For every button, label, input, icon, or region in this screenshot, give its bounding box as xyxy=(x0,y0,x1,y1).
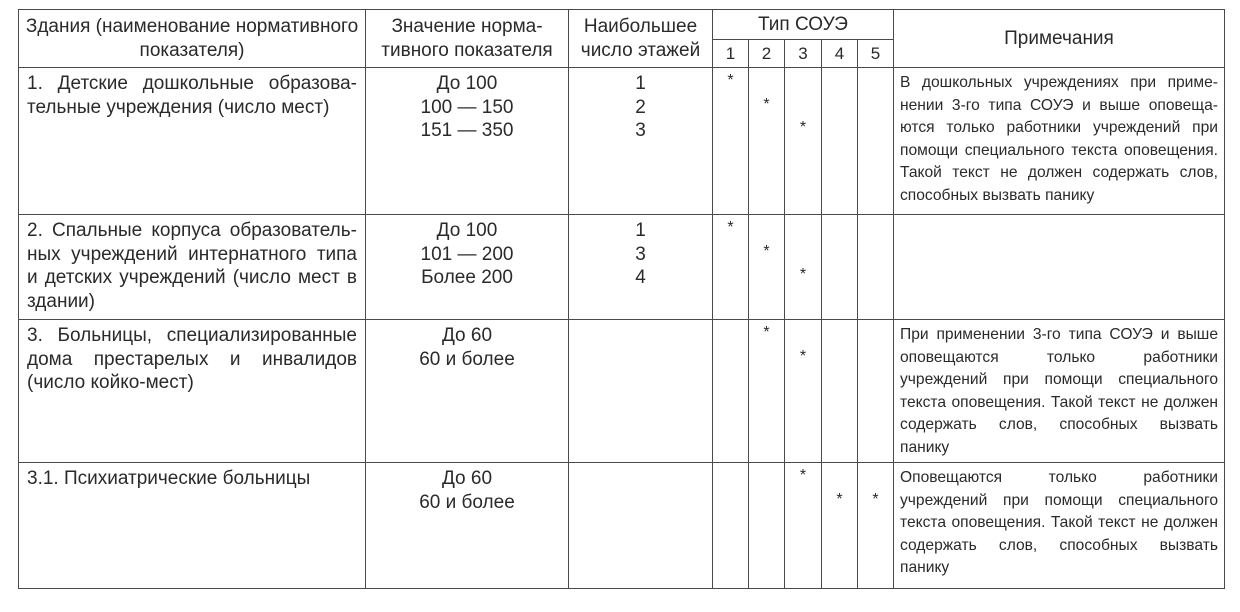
building-name-cell: 2. Спальные корпуса образовательных учреждений интернатного типа и детских учреждений (число мест в здании) xyxy=(19,215,366,320)
note-cell xyxy=(894,215,1225,320)
floors-cell xyxy=(569,463,713,589)
header-soue-col-3: 3 xyxy=(785,40,822,68)
floors-line: 3 xyxy=(635,243,646,265)
soue-type-2-cell xyxy=(749,463,785,589)
table-row xyxy=(19,215,1225,320)
asterisk-mark: * xyxy=(872,490,879,508)
building-name-cell: 3. Больницы, специализированные дома престарелых и инвалидов (число койко-мест) xyxy=(19,320,366,463)
floors-line: 3 xyxy=(635,120,646,141)
value-cell xyxy=(366,463,569,589)
header-soue-col-1: 1 xyxy=(713,40,749,68)
soue-type-4-cell xyxy=(822,463,858,589)
soue-type-5-cell xyxy=(858,320,894,463)
note-cell: Оповещаются только работники учреждений при помощи специального текста оповещения. Такой текст не должен содержать слов, способных вызвать панику xyxy=(894,463,1225,589)
asterisk-mark: * xyxy=(799,467,807,484)
header-soue-col-5: 5 xyxy=(858,40,894,68)
value-line: До 100 xyxy=(436,73,498,94)
value-line: 60 и более xyxy=(419,348,515,370)
header-notes: Примечания xyxy=(894,10,1225,68)
floors-cell xyxy=(569,320,713,463)
value-line: 100 — 150 xyxy=(420,96,514,118)
soue-type-1-cell xyxy=(713,68,749,215)
building-name-cell: 3.1. Психиатрические больницы xyxy=(19,463,366,589)
value-line: 101 — 200 xyxy=(420,243,514,265)
soue-type-1-cell xyxy=(713,320,749,463)
table-row xyxy=(19,320,1225,463)
asterisk-mark: * xyxy=(763,324,770,341)
floors-cell xyxy=(569,68,713,215)
header-soue-type: Тип СОУЭ xyxy=(713,10,894,40)
floors-cell xyxy=(569,215,713,320)
soue-type-3-cell xyxy=(785,68,822,215)
soue-type-2-cell xyxy=(749,68,785,215)
table-row xyxy=(19,463,1225,589)
asterisk-mark: * xyxy=(727,72,734,89)
floors-line: 2 xyxy=(635,96,646,118)
soue-type-2-cell xyxy=(749,320,785,463)
value-line: До 100 xyxy=(436,220,498,241)
header-soue-col-2: 2 xyxy=(749,40,785,68)
value-line: До 60 xyxy=(441,468,493,489)
asterisk-mark: * xyxy=(799,266,807,283)
soue-type-3-cell xyxy=(785,463,822,589)
value-line: До 60 xyxy=(441,325,493,346)
soue-type-4-cell xyxy=(822,215,858,320)
header-floors: Наибольшее число этажей xyxy=(569,10,713,68)
header-soue-col-4: 4 xyxy=(822,40,858,68)
asterisk-mark: * xyxy=(763,242,770,260)
soue-type-5-cell xyxy=(858,463,894,589)
header-value: Значение нормативного показателя xyxy=(366,10,569,68)
asterisk-mark: * xyxy=(799,347,807,365)
note-cell: В дошкольных учреждениях при применении 3-го типа СОУЭ и выше оповещаются только работники учреждений при помощи специального текста оповещения. Такой текст не должен содержать слов, способных вызвать панику xyxy=(894,68,1225,215)
asterisk-mark: * xyxy=(799,119,807,136)
header-building: Здания (наименование нормативного показателя) xyxy=(19,10,366,68)
soue-type-4-cell xyxy=(822,320,858,463)
soue-type-3-cell xyxy=(785,320,822,463)
floors-line: 1 xyxy=(635,73,646,94)
value-cell xyxy=(366,68,569,215)
soue-type-1-cell xyxy=(713,215,749,320)
value-line: 151 — 350 xyxy=(420,120,514,141)
note-cell: При применении 3-го типа СОУЭ и выше оповещаются только работники учреждений при помощи специального текста оповещения. Такой текст не должен содержать слов, способных вызвать панику xyxy=(894,320,1225,463)
asterisk-mark: * xyxy=(836,490,843,508)
value-cell xyxy=(366,215,569,320)
asterisk-mark: * xyxy=(727,219,734,236)
asterisk-mark: * xyxy=(763,95,770,113)
soue-type-4-cell xyxy=(822,68,858,215)
soue-type-1-cell xyxy=(713,463,749,589)
floors-line: 4 xyxy=(635,267,646,288)
value-line: 60 и более xyxy=(419,491,515,513)
soue-type-5-cell xyxy=(858,215,894,320)
building-name-cell: 1. Детские дошкольные образовательные учреждения (число мест) xyxy=(19,68,366,215)
soue-requirements-table xyxy=(18,9,1225,589)
soue-type-5-cell xyxy=(858,68,894,215)
value-cell xyxy=(366,320,569,463)
soue-type-2-cell xyxy=(749,215,785,320)
floors-line: 1 xyxy=(635,220,646,241)
table-row xyxy=(19,68,1225,215)
value-line: Более 200 xyxy=(421,267,513,288)
soue-type-3-cell xyxy=(785,215,822,320)
